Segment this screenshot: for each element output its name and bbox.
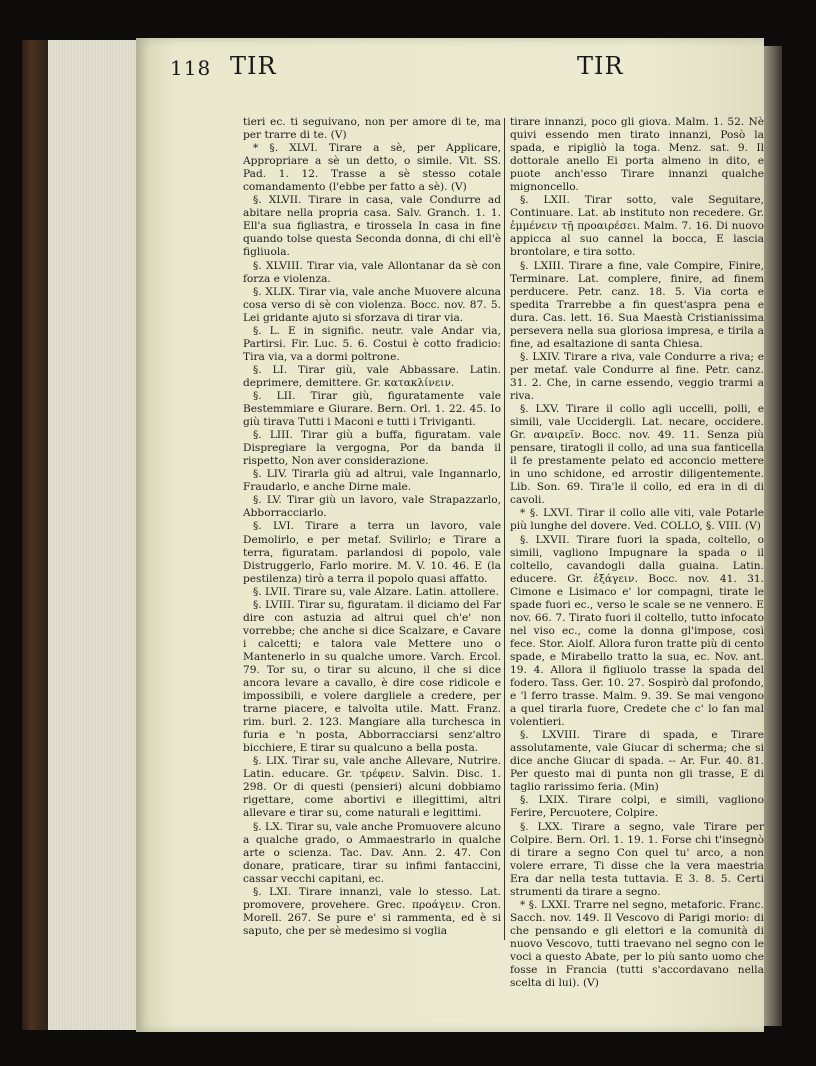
entry-paragraph: §. LXX. Tirare a segno, vale Tirare per Colpire. Bern. Orl. 1. 19. 1. Forse chi t'insegnò di tirare a segno Con quel tu' arco, a non volere errare, Ti disse che la vera maestria Era dar nella testa tuttavia. E 3. 8. 5. Certi strumenti da tirare a segno.: [510, 820, 764, 898]
entry-paragraph: §. LXVIII. Tirare di spada, e Tirare assolutamente, vale Giucar di scherma; che si dice anche Giucar di spada. -- Ar. Fur. 40. 81. Per questo mai di punta non gli trasse, E di taglio rarissimo feria. (Min): [510, 729, 764, 794]
left-column: [243, 116, 501, 938]
entry-paragraph: §. LXIII. Tirare a fine, vale Compire, Finire, Terminare. Lat. complere, finire, ad finem perducere. Petr. canz. 18. 5. Via corta e spedita Trarrebbe a fin quest'aspra pena e dura. Cas. lett. 16. Sua Maestà Cristianissima persevera nella sua gloriosa impresa, e tirila a fine, ad esaltazione di santa Chiesa.: [510, 259, 764, 350]
entry-paragraph: §. LII. Tirar giù, figuratamente vale Bestemmiare e Giurare. Bern. Orl. 1. 22. 45. Io giù tirava Tutti i Maconi e tutti i Triviganti.: [243, 389, 501, 429]
entry-paragraph: §. LXV. Tirare il collo agli uccelli, polli, e simili, vale Uccidergli. Lat. necare, occidere. Gr. αναιρεῖν. Bocc. nov. 49. 11. Senza più pensare, tiratogli il collo, ad una sua fanticella il fe prestamente pelato ed acconcio mettere in uno schidone, ed arrostir diligentemente. Lib. Son. 69. Tira'le il collo, ed era in di di cavoli.: [510, 403, 764, 507]
page-number: 118: [170, 56, 212, 80]
entry-paragraph: §. LXII. Tirar sotto, vale Seguitare, Continuare. Lat. ab instituto non recedere. Gr. ἐμμένειν τῇ προαιρέσει. Malm. 7. 16. Di nuovo appicca al suo cannel la bocca, E lascia brontolare, e tira sotto.: [510, 194, 764, 259]
entry-paragraph: tirare innanzi, poco gli giova. Malm. 1. 52. Nè quivi essendo men tirato innanzi, Posò la spada, e ripigliò la toga. Menz. sat. 9. Il dottorale anello Ei porta almeno in dito, e puote anch'esso Tirare innanzi qualche mignoncello.: [510, 116, 764, 194]
running-head-left: TIR: [230, 52, 277, 80]
entry-paragraph: §. LIX. Tirar su, vale anche Allevare, Nutrire. Latin. educare. Gr. τρέφειν. Salvin. Disc. 1. 298. Or di questi (pensieri) alcuni dobbiamo rigettare, come abortivi e illegittimi, altri allevare e tirar su, come naturali e legittimi.: [243, 755, 501, 820]
entry-paragraph: §. LXIV. Tirare a riva, vale Condurre a riva; e per metaf. vale Condurre al fine. Petr. canz. 31. 2. Che, in carne essendo, veggio trarmi a riva.: [510, 350, 764, 402]
entry-paragraph: §. LIII. Tirar giù a buffa, figuratam. vale Dispregiare la vergogna, Por da banda il rispetto, Non aver considerazione.: [243, 429, 501, 468]
entry-paragraph: §. LIV. Tirarla giù ad altrui, vale Ingannarlo, Fraudarlo, e anche Dirne male.: [243, 468, 501, 494]
entry-paragraph: * §. LXVI. Tirar il collo alle viti, vale Potarle più lunghe del dovere. Ved. COLLO, §. VIII. (V): [510, 507, 764, 533]
right-column: [510, 116, 764, 990]
running-head-right: TIR: [577, 52, 624, 80]
entry-paragraph: * §. XLVI. Tirare a sè, per Applicare, Appropriare a sè un detto, o simile. Vit. SS. Pad. 1. 12. Trasse a sè stesso cotale comandamento (l'ebbe per fatto a sè). (V): [243, 142, 501, 194]
entry-paragraph: §. LV. Tirar giù un lavoro, vale Strapazzarlo, Abborracciarlo.: [243, 494, 501, 520]
entry-paragraph: §. XLIX. Tirar via, vale anche Muovere alcuna cosa verso di sè con violenza. Bocc. nov. 87. 5. Lei gridante ajuto si sforzava di tirar via.: [243, 285, 501, 324]
entry-paragraph: §. LXIX. Tirare colpi, e simili, vagliono Ferire, Percuotere, Colpire.: [510, 794, 764, 820]
entry-paragraph: §. L. E in signific. neutr. vale Andar via, Partirsi. Fir. Luc. 5. 6. Costui è cotto fradicio: Tira via, va a dormi poltrone.: [243, 324, 501, 363]
entry-paragraph: §. LVI. Tirare a terra un lavoro, vale Demolirlo, e per metaf. Svilirlo; e Tirare a terra, figuratam. parlandosi di popolo, vale Distruggerlo, Farlo morire. M. V. 10. 46. E (la pestilenza) tirò a terra il popolo quasi affatto.: [243, 520, 501, 585]
entry-paragraph: tieri ec. ti seguivano, non per amore di te, ma per trarre di te. (V): [243, 116, 501, 142]
entry-paragraph: §. LVII. Tirare su, vale Alzare. Latin. attollere.: [253, 585, 499, 598]
entry-paragraph: §. LI. Tirar giù, vale Abbassare. Latin. deprimere, demittere. Gr. κατακλίνειν.: [243, 363, 501, 389]
entry-paragraph: §. LXI. Tirare innanzi, vale lo stesso. Lat. promovere, provehere. Grec. προάγειν. Cron. Morell. 267. Se pure e' si rammenta, ed è si saputo, che per sè medesimo si voglia: [243, 885, 501, 937]
entry-paragraph: §. LXVII. Tirare fuori la spada, coltello, o simili, vagliono Impugnare la spada o il coltello, cavandogli dalla guaina. Latin. educere. Gr. ἐξάγειν. Bocc. nov. 41. 31. Cimone e Lisimaco e' lor compagni, tirate le spade fuori ec., verso le scale se ne vennero. E nov. 66. 7. Tirato fuori il coltello, tutto infocato nel viso ec., come la donna gl'impose, così fece. Stor. Aiolf. Allora furon tratte più di cento spade, e Mirabello tratto la sua, ec. Nov. ant. 19. 4. Allora il figliuolo trasse la spada del fodero. Tass. Ger. 10. 27. Sospirò dal profondo, e 'l ferro trasse. Malm. 9. 39. Se mai vengono a quel tirarla fuore, Credete che c' lo fan mal volentieri.: [510, 533, 765, 729]
column-divider: [504, 118, 505, 940]
page-edges: [48, 40, 140, 1030]
entry-paragraph: §. XLVII. Tirare in casa, vale Condurre ad abitare nella propria casa. Salv. Granch. 1. 1. Ell'a sua figliastra, e tirossela In casa in fine quando tolse questa Seconda donna, di chi ell'è figliuola.: [243, 194, 501, 259]
page-shadow: [764, 46, 782, 1026]
entry-paragraph: §. LX. Tirar su, vale anche Promuovere alcuno a qualche grado, o Ammaestrarlo in qualche arte o scienza. Tac. Dav. Ann. 2. 47. Con donare, praticare, tirar su infimi fantaccini, cassar vecchi capitani, ec.: [243, 820, 501, 885]
entry-paragraph: * §. LXXI. Trarre nel segno, metaforic. Franc. Sacch. nov. 149. Il Vescovo di Parigi morio: di che pensando e gli elettori e la comunità di nuovo Vescovo, tutti traevano nel segno con le voci a questo Abate, per lo più santo uomo che fosse in Francia (tutti s'accordavano nella scelta di lui). (V): [510, 898, 764, 990]
entry-paragraph: §. LVIII. Tirar su, figuratam. il diciamo del Far dire con astuzia ad altrui quel ch'e' non vorrebbe; che anche si dice Scalzare, e Cavare i calcetti; e talora vale Mettere uno o Mantenerlo in su qualche umore. Varch. Ercol. 79. Tor su, o tirar su alcuno, il che si dice ancora levare a cavallo, è dire cose ridicole e impossibili, e volere dargliele a credere, per trarne piacere, e talvolta utile. Matt. Franz. rim. burl. 2. 123. Mangiare alla turchesca in furia e 'n posta, Abborracciarsi senz'altro bicchiere, E tirar su qualcuno a bella posta.: [243, 598, 501, 755]
entry-paragraph: §. XLVIII. Tirar via, vale Allontanar da sè con forza e violenza.: [243, 259, 501, 285]
